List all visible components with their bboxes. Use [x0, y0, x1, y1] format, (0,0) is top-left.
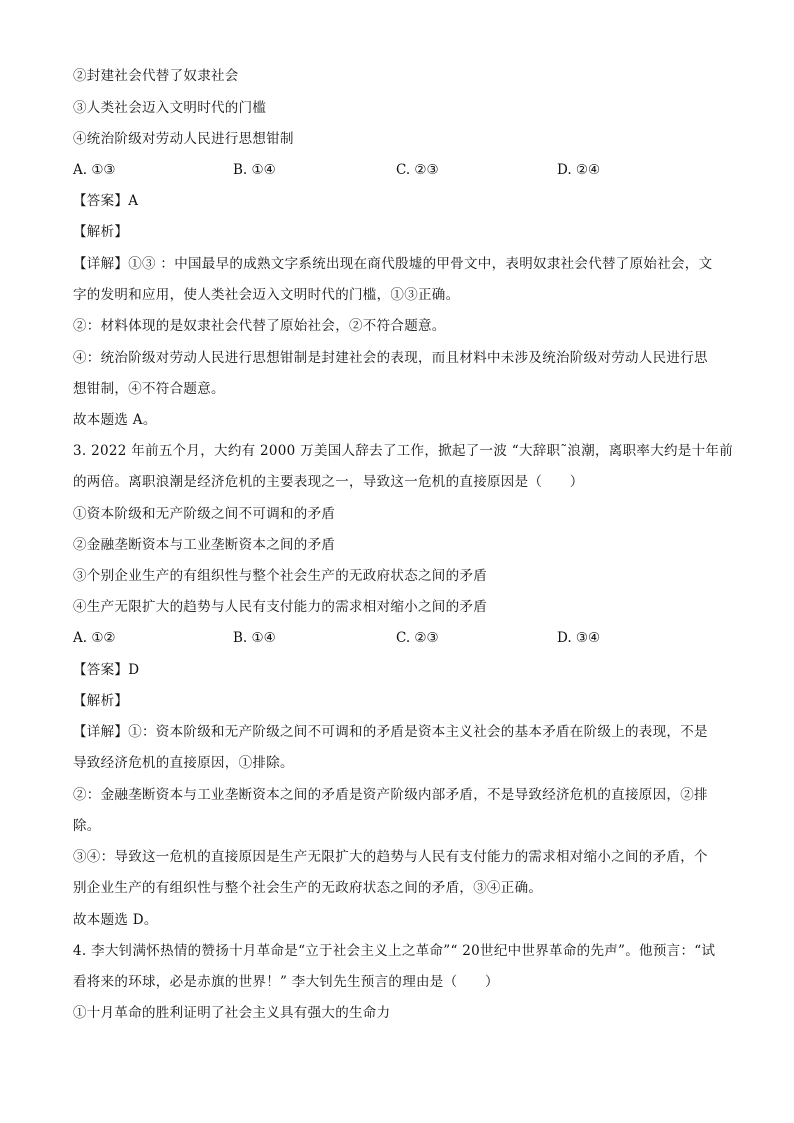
- q2-conclusion: 故本题选 A。: [73, 412, 157, 428]
- q3-item-3: ③个别企业生产的有组织性与整个社会生产的无政府状态之间的矛盾: [73, 568, 487, 584]
- q2-item-4: ④统治阶级对劳动人民进行思想钳制: [73, 131, 294, 147]
- q3-option-d: D. ③④: [557, 630, 601, 646]
- q3-explanation-line-1: 【详解】①：资本阶级和无产阶级之间不可调和的矛盾是资本主义社会的基本矛盾在阶级上的表现，不是: [73, 724, 708, 740]
- q3-explanation-line-3: ②：金融垄断资本与工业垄断资本之间的矛盾是资产阶级内部矛盾，不是导致经济危机的直接原因，②排: [73, 787, 708, 803]
- q4-stem-line-1: 4. 李大钊满怀热情的赞扬十月革命是“立于社会主义上之革命”“ 20世纪中世界革命的先声”。他预言：“试: [73, 943, 716, 959]
- q3-item-2: ②金融垄断资本与工业垄断资本之间的矛盾: [73, 537, 336, 553]
- q2-explanation-line-2: 字的发明和应用，使人类社会迈入文明时代的门槛，①③正确。: [73, 287, 460, 303]
- q3-option-c: C. ②③: [396, 630, 439, 646]
- q3-analysis-label: 【解析】: [73, 693, 129, 709]
- q3-option-b: B. ①④: [233, 630, 276, 646]
- q3-item-1: ①资本阶级和无产阶级之间不可调和的矛盾: [73, 506, 336, 522]
- q3-option-a: A. ①②: [73, 630, 116, 646]
- q2-item-2: ②封建社会代替了奴隶社会: [73, 68, 239, 84]
- q4-item-1: ①十月革命的胜利证明了社会主义具有强大的生命力: [73, 1005, 391, 1021]
- q2-explanation-line-5: 想钳制，④不符合题意。: [73, 381, 225, 397]
- q3-stem-line-2: 的两倍。离职浪潮是经济危机的主要表现之一，导致这一危机的直接原因是（ ）: [73, 474, 584, 490]
- q2-item-3: ③人类社会迈入文明时代的门槛: [73, 100, 267, 116]
- q3-explanation-line-2: 导致经济危机的直接原因，①排除。: [73, 755, 294, 771]
- q2-option-c: C. ②③: [396, 162, 439, 178]
- q2-explanation-line-1: 【详解】①③ ：中国最早的成熟文字系统出现在商代殷墟的甲骨文中，表明奴隶社会代替了原始社会，文: [73, 256, 713, 272]
- q3-answer: 【答案】D: [73, 662, 140, 678]
- q2-explanation-line-4: ④：统治阶级对劳动人民进行思想钳制是封建社会的表现，而且材料中未涉及统治阶级对劳动人民进行思: [73, 350, 708, 366]
- q2-answer: 【答案】A: [73, 193, 139, 209]
- q2-option-a: A. ①③: [73, 162, 116, 178]
- q3-explanation-line-5: ③④：导致这一危机的直接原因是生产无限扩大的趋势与人民有支付能力的需求相对缩小之间的矛盾，个: [73, 849, 708, 865]
- q2-option-b: B. ①④: [233, 162, 276, 178]
- q3-explanation-line-4: 除。: [73, 818, 101, 834]
- q3-explanation-line-6: 别企业生产的有组织性与整个社会生产的无政府状态之间的矛盾，③④正确。: [73, 880, 543, 896]
- q4-stem-line-2: 看将来的环球，必是赤旗的世界！” 李大钊先生预言的理由是（ ）: [73, 974, 499, 990]
- q2-option-d: D. ②④: [557, 162, 601, 178]
- q3-conclusion: 故本题选 D。: [73, 912, 158, 928]
- q3-item-4: ④生产无限扩大的趋势与人民有支付能力的需求相对缩小之间的矛盾: [73, 599, 487, 615]
- q2-analysis-label: 【解析】: [73, 224, 129, 240]
- q3-stem-line-1: 3. 2022 年前五个月，大约有 2000 万美国人辞去了工作，掀起了一波 “大辞职˜浪潮，离职率大约是十年前: [73, 443, 733, 459]
- q2-explanation-line-3: ②：材料体现的是奴隶社会代替了原始社会，②不符合题意。: [73, 318, 446, 334]
